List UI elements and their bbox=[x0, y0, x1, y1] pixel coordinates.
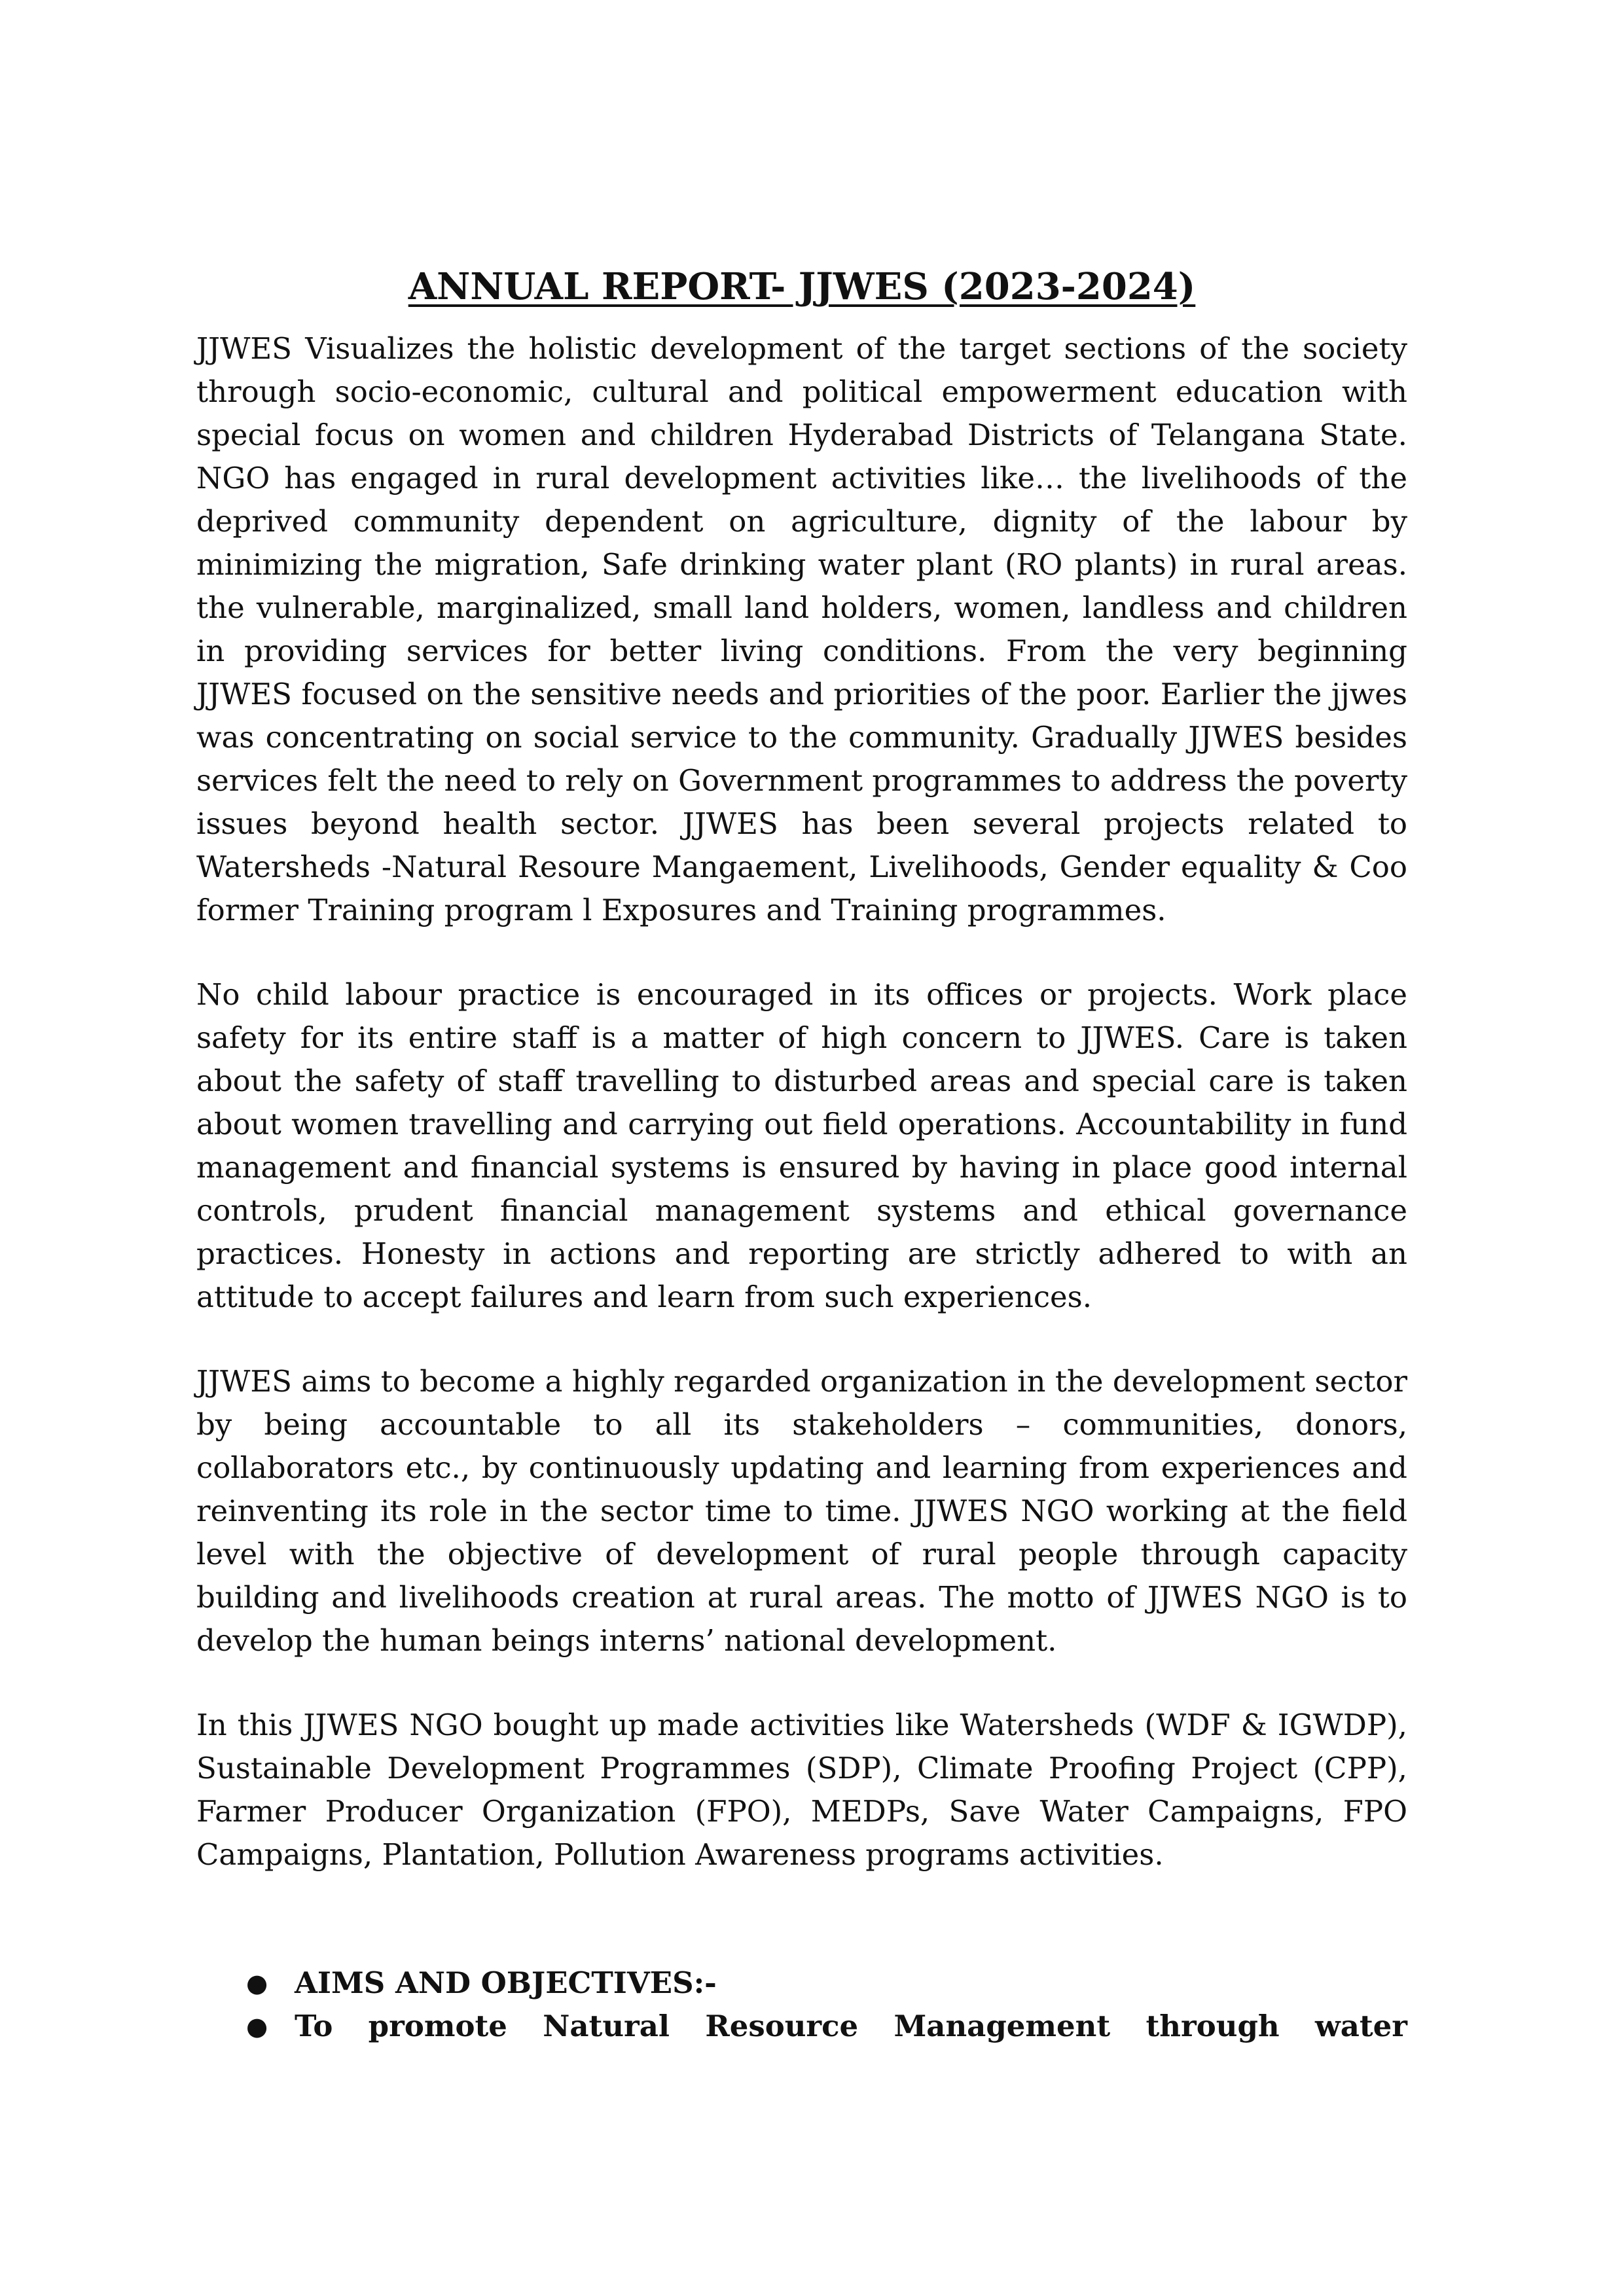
bullet-icon: ● bbox=[246, 1969, 268, 1998]
list-item bbox=[196, 2005, 1407, 2048]
document-title: ANNUAL REPORT- JJWES (2023-2024) bbox=[408, 265, 1196, 308]
paragraph-activities: In this JJWES NGO bought up made activities like Watersheds (WDF & IGWDP), Sustainable Development Programmes (SDP), Climate Proofing Project (CPP), Farmer Producer Organization (FPO), MEDPs, Save Water Campaigns, FPO Campaigns, Plantation, Pollution Awareness programs activities. bbox=[196, 1708, 1407, 1873]
bullet-text-natural-resource: To promote Natural Resource Management through water bbox=[295, 2009, 1407, 2044]
paragraph-safety: No child labour practice is encouraged in its offices or projects. Work place safety for its entire staff is a matter of high concern to JJWES. Care is taken about the safety of staff travelling to disturbed areas and special care is taken about women travelling and carrying out field operations. Accountability in fund management and financial systems is ensured by having in place good internal controls, prudent financial management systems and ethical governance practices. Honesty in actions and reporting are strictly adhered to with an attitude to accept failures and learn from such experiences. bbox=[196, 977, 1407, 1315]
list-item bbox=[196, 1962, 1407, 2005]
bullet-list bbox=[196, 1962, 1407, 2048]
bullet-icon: ● bbox=[246, 2012, 268, 2041]
paragraph-aims: JJWES aims to become a highly regarded organization in the development sector by being accountable to all its stakeholders – communities, donors, collaborators etc., by continuously updating and learning from experiences and reinventing its role in the sector time to time. JJWES NGO working at the field level with the objective of development of rural people through capacity building and livelihoods creation at rural areas. The motto of JJWES NGO is to develop the human beings interns’ national development. bbox=[196, 1364, 1407, 1659]
paragraph-overview: JJWES Visualizes the holistic development of the target sections of the society through socio-economic, cultural and political empowerment education with special focus on women and children Hyderabad Districts of Telangana State. NGO has engaged in rural development activities like… the livelihoods of the deprived community dependent on agriculture, dignity of the labour by minimizing the migration, Safe drinking water plant (RO plants) in rural areas. the vulnerable, marginalized, small land holders, women, landless and children in providing services for better living conditions. From the very beginning JJWES focused on the sensitive needs and priorities of the poor. Earlier the jjwes was concentrating on social service to the community. Gradually JJWES besides services felt the need to rely on Government programmes to address the poverty issues beyond health sector. JJWES has been several projects related to Watersheds -Natural Resoure Mangaement, Livelihoods, Gender equality & Coo former Training program l Exposures and Training programmes. bbox=[196, 331, 1407, 928]
bullet-text-aims-heading: AIMS AND OBJECTIVES:- bbox=[295, 1965, 717, 2001]
document-page bbox=[196, 265, 1407, 2048]
